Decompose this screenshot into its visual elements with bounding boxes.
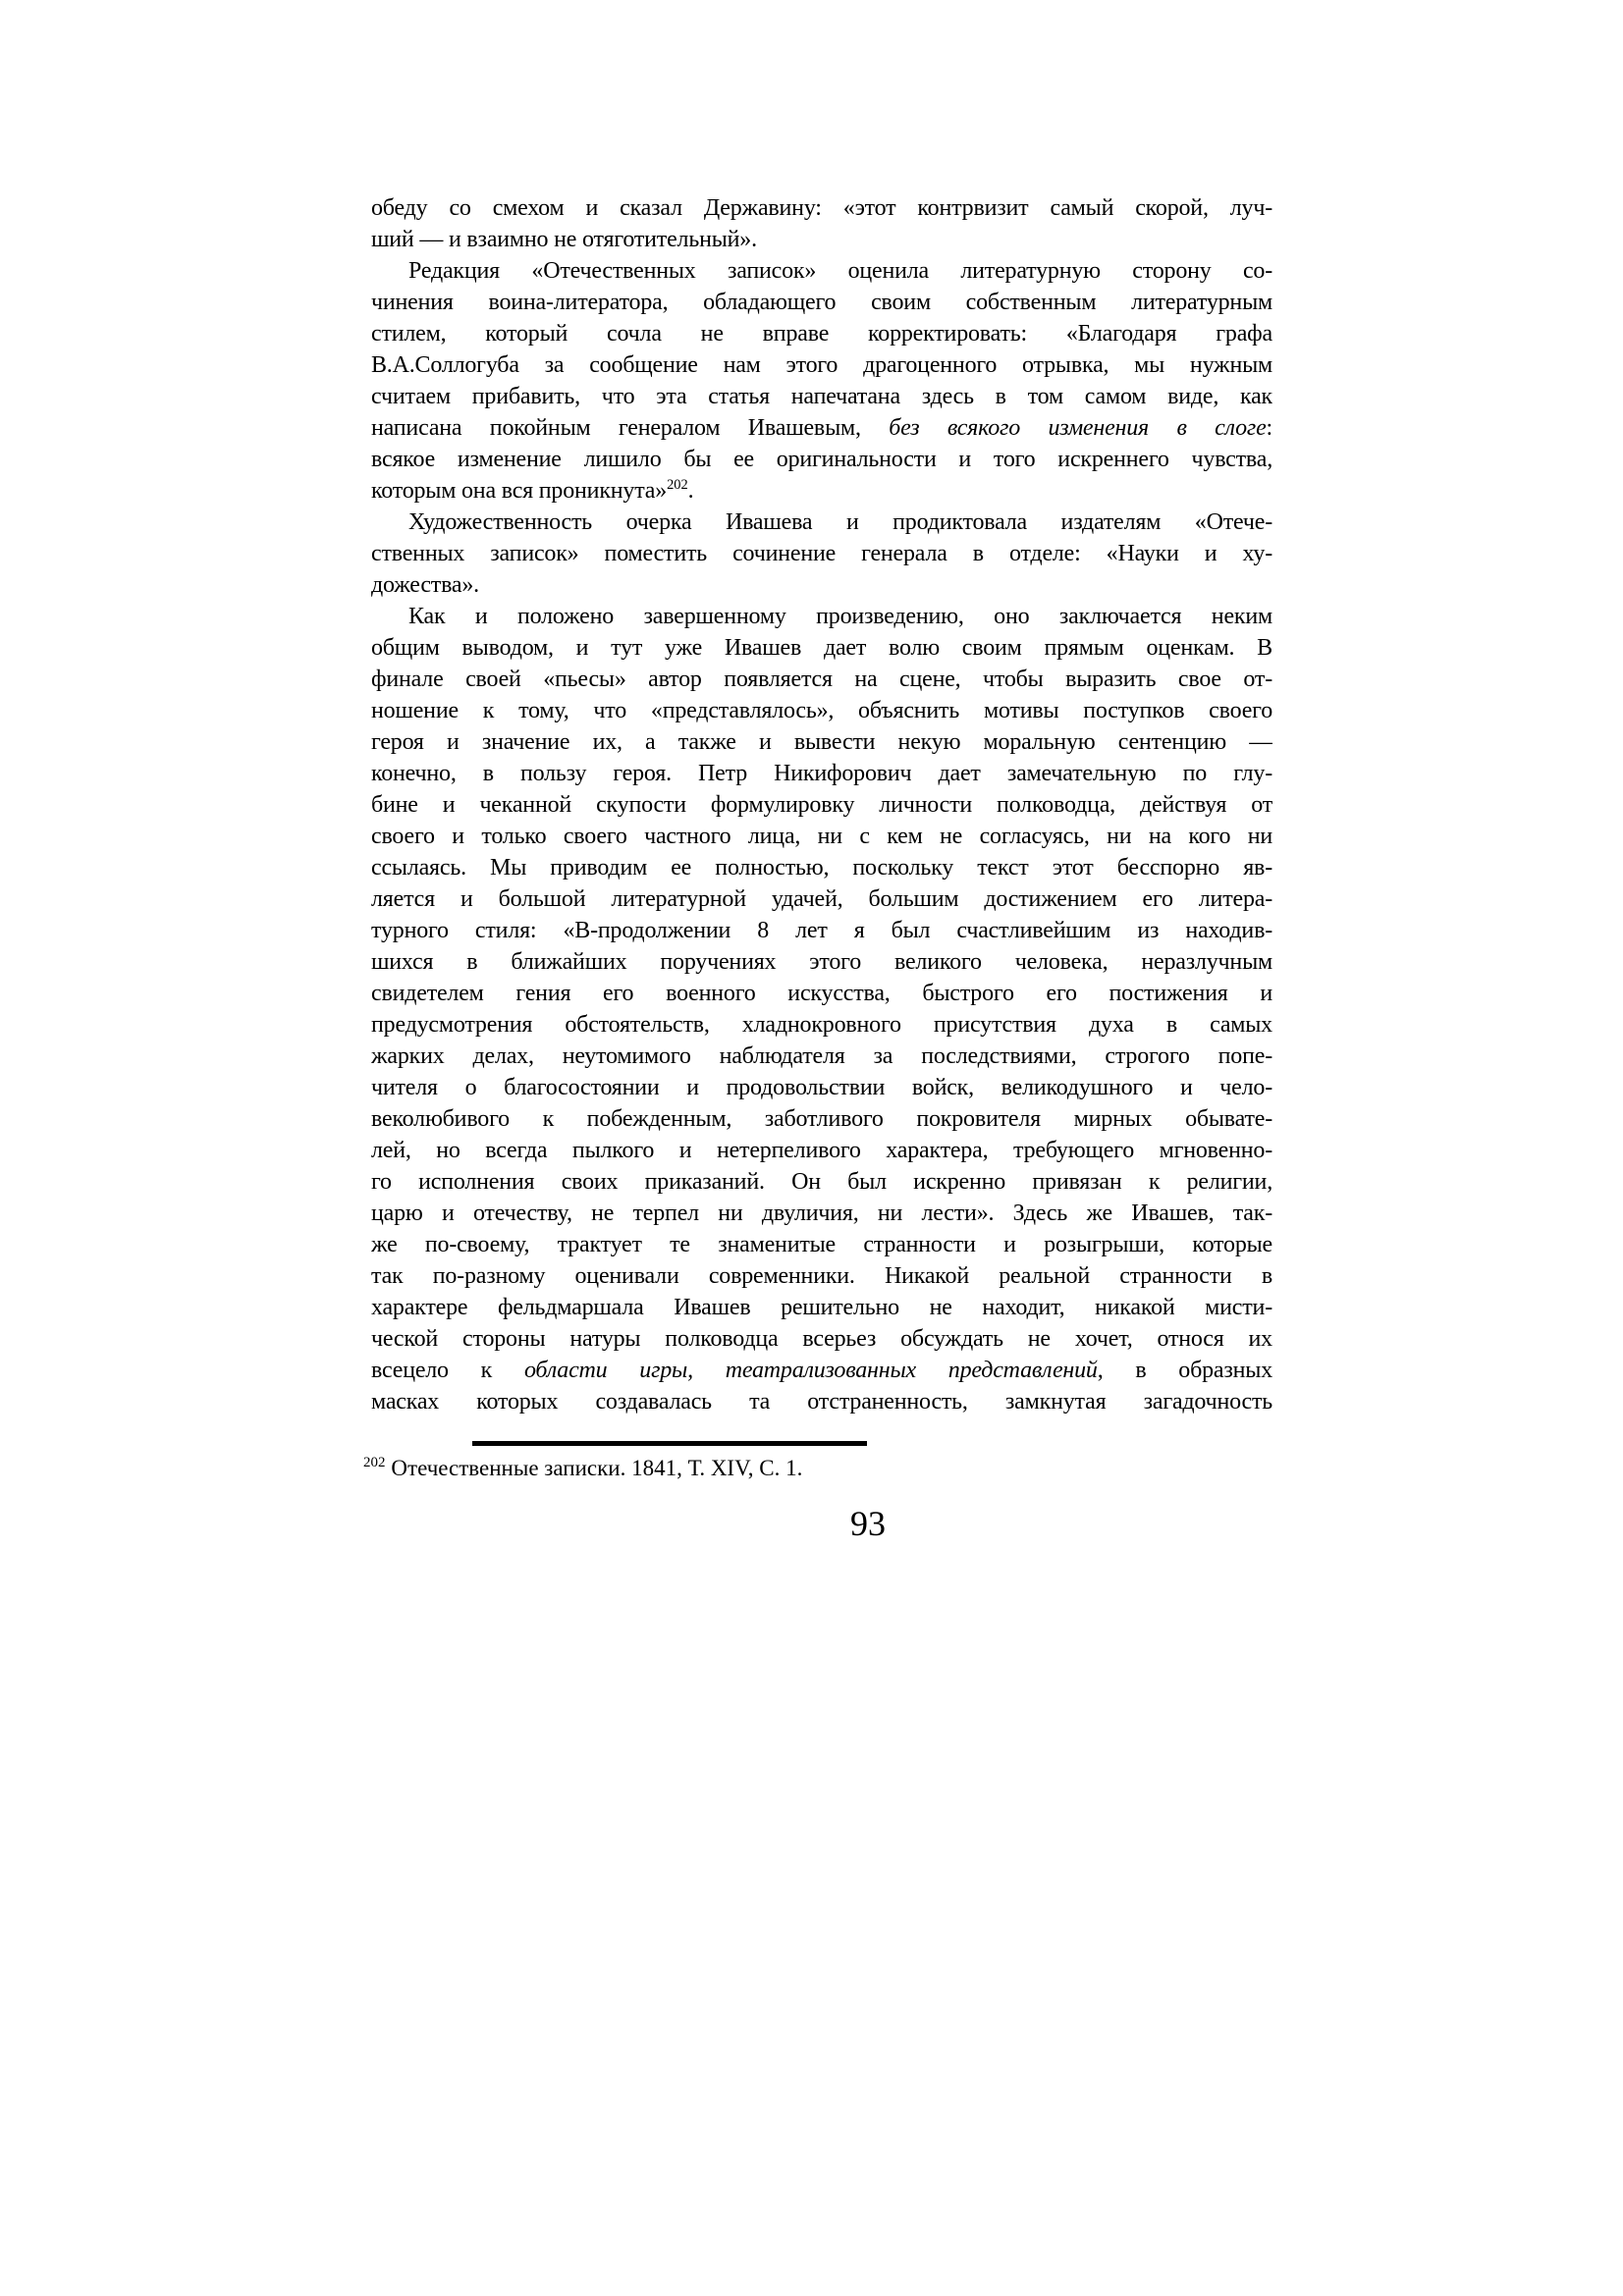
text-line: чинения воина-литератора, обладающего своим собственным литературным: [371, 290, 1272, 315]
text-line: финале своей «пьесы» автор появляется на сцене, чтобы выразить свое от-: [371, 667, 1272, 692]
footnote-text: Отечественные записки. 1841, Т. XIV, С. 1.: [391, 1456, 803, 1480]
text-line: так по-разному оценивали современники. Никакой реальной странности в: [371, 1263, 1272, 1289]
text-line: ший — и взаимно не отяготительный».: [371, 227, 757, 252]
footnote: [363, 1454, 1265, 1483]
text-line: ношение к тому, что «представлялось», объяснить мотивы поступков своего: [371, 698, 1272, 723]
text-line: Художественность очерка Ивашева и продиктовала издателям «Отече-: [408, 509, 1272, 535]
text-line: турного стиля: «В-продолжении 8 лет я был счастливейшим из находив-: [371, 918, 1272, 943]
text-block: [371, 192, 1272, 1417]
text-line: характере фельдмаршала Ивашев решительно не находит, никакой мисти-: [371, 1295, 1272, 1320]
text-line: предусмотрения обстоятельств, хладнокровного присутствия духа в самых: [371, 1012, 1272, 1038]
footnote-reference: 202: [667, 477, 688, 493]
text-line: героя и значение их, а также и вывести некую моральную сентенцию —: [371, 729, 1272, 755]
text-line: считаем прибавить, что эта статья напечатана здесь в том самом виде, как: [371, 384, 1272, 409]
text-line: В.А.Соллогуба за сообщение нам этого драгоценного отрывка, мы нужным: [371, 352, 1272, 378]
text-line: ляется и большой литературной удачей, большим достижением его литера-: [371, 886, 1272, 912]
text-line: стилем, который сочла не вправе корректировать: «Благодаря графа: [371, 321, 1272, 347]
text-line: Редакция «Отечественных записок» оценила литературную сторону со-: [408, 258, 1272, 284]
text-line: бине и чеканной скупости формулировку личности полководца, действуя от: [371, 792, 1272, 818]
text-line: же по-своему, трактует те знаменитые странности и розыгрыши, которые: [371, 1232, 1272, 1257]
page-number: 93: [850, 1504, 886, 1543]
text-line: веколюбивого к побежденным, заботливого покровителя мирных обывате-: [371, 1106, 1272, 1132]
text-line: го исполнения своих приказаний. Он был искренно привязан к религии,: [371, 1169, 1272, 1195]
text-line: своего и только своего частного лица, ни с кем не согласуясь, ни на кого ни: [371, 824, 1272, 849]
text-line: Как и положено завершенному произведению, оно заключается неким: [408, 604, 1272, 629]
text-line: обеду со смехом и сказал Державину: «этот контрвизит самый скорой, луч-: [371, 195, 1272, 221]
text-line: жарких делах, неутомимого наблюдателя за последствиями, строгого попе-: [371, 1043, 1272, 1069]
footnote-marker: 202: [363, 1455, 386, 1471]
text-line: конечно, в пользу героя. Петр Никифорович дает замечательную по глу-: [371, 761, 1272, 786]
text-line: дожества».: [371, 572, 479, 598]
text-line: свидетелем гения его военного искусства, быстрого его постижения и: [371, 981, 1272, 1006]
text-line: ственных записок» поместить сочинение генерала в отделе: «Науки и ху-: [371, 541, 1272, 566]
footnote-separator: [472, 1441, 867, 1446]
text-line: ческой стороны натуры полководца всерьез обсуждать не хочет, относя их: [371, 1326, 1272, 1352]
text-line: общим выводом, и тут уже Ивашев дает волю своим прямым оценкам. В: [371, 635, 1272, 661]
text-line: чителя о благосостоянии и продовольствии войск, великодушного и чело-: [371, 1075, 1272, 1100]
text-line: написана покойным генералом Ивашевым, без всякого изменения в слоге:: [371, 415, 1272, 441]
italic-phrase: области игры, театрализованных представлений: [523, 1358, 1098, 1383]
text-line: всякое изменение лишило бы ее оригинальности и того искреннего чувства,: [371, 447, 1272, 472]
text-line: царю и отечеству, не терпел ни двуличия, ни лести». Здесь же Ивашев, так-: [371, 1201, 1272, 1226]
text-line: шихся в ближайших поручениях этого великого человека, неразлучным: [371, 949, 1272, 975]
text-line: масках которых создавалась та отстраненность, замкнутая загадочность: [371, 1389, 1272, 1415]
text-line: которым она вся проникнута»$^{202}$.: [371, 477, 694, 504]
text-line: лей, но всегда пылкого и нетерпеливого характера, требующего мгновенно-: [371, 1138, 1272, 1163]
italic-phrase: без всякого изменения в слоге: [889, 415, 1267, 441]
text-line: ссылаясь. Мы приводим ее полностью, поскольку текст этот бесспорно яв-: [371, 855, 1272, 881]
text-line: всецело к области игры, театрализованных представлений, в образных: [371, 1358, 1272, 1383]
